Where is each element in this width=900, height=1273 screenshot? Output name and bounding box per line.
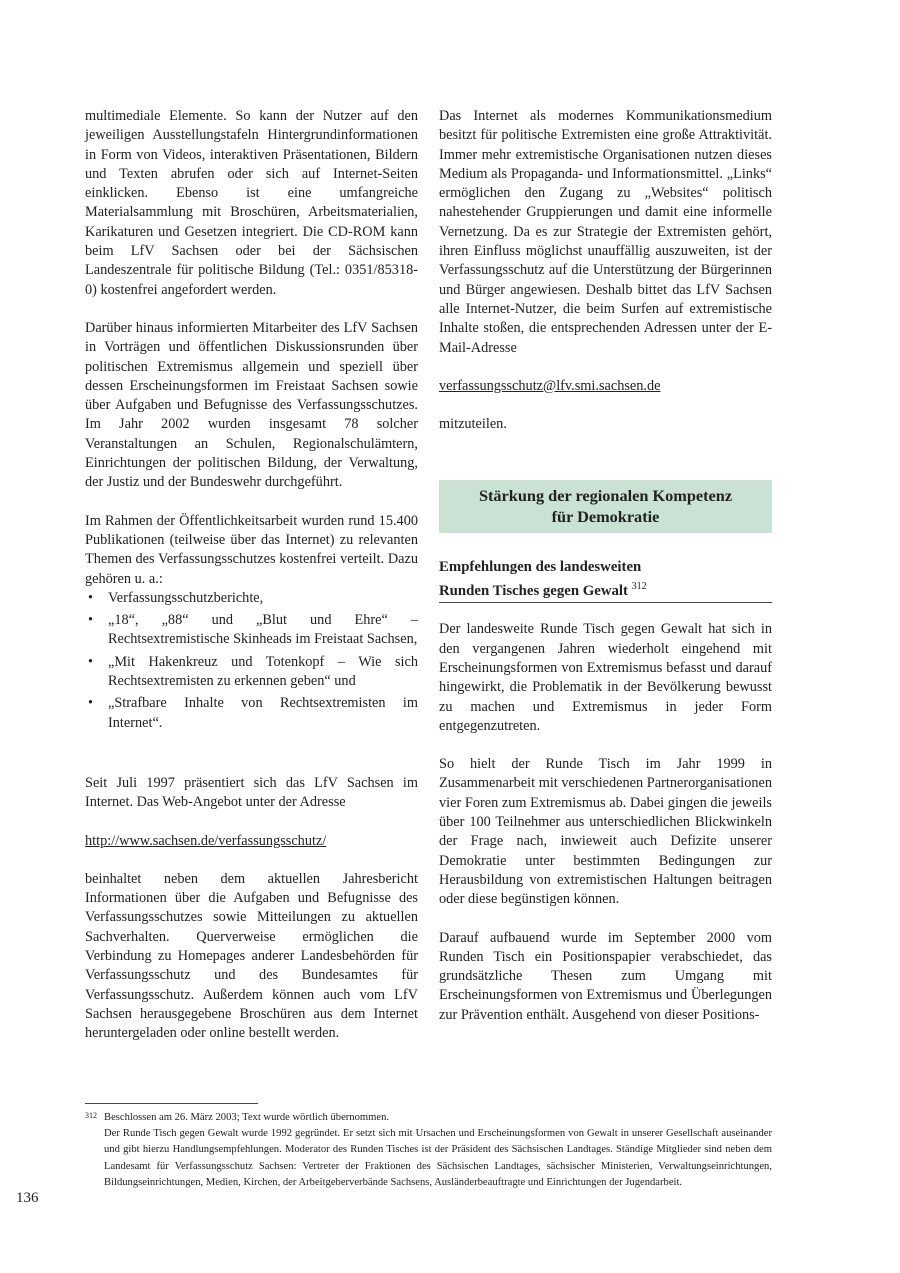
paragraph-lectures: Darüber hinaus informierten Mitarbeiter des LfV Sachsen in Vorträgen und öffentlichen Diskussionsrunden über politischen Extremismus allgemein und speziell über dessen Erscheinungsformen im Freistaat Sachsen sowie über Aufgaben und Befugnisse des Verfassungsschutzes. Im Jahr 2002 wurden insgesamt 78 solcher Veranstaltungen an Schulen, Regionalschulämtern, Einrichtungen der politischen Bildung, der Verwaltung, der Justiz und der Bundeswehr durchgeführt. [85,319,418,491]
footnote-line: Beschlossen am 26. März 2003; Text wurde wörtlich übernommen. [104,1112,390,1123]
list-item: • „18“, „88“ und „Blut und Ehre“ – Rechtsextremistische Skinheads im Freistaat Sachsen, [88,612,418,648]
paragraph-positionspapier: Darauf aufbauend wurde im September 2000 vom Runden Tisch ein Positionspapier verabschiedet, das grundsätzliche Thesen zum Umgang mit Erscheinungsformen von Extremismus und Überlegungen zur Prävention enthält. Ausgehend von dieser Positions- [439,929,772,1023]
list-item: • „Mit Hakenkreuz und Totenkopf – Wie sich Rechtsextremisten zu erkennen geben“ und [88,653,418,690]
publication-list [85,589,418,733]
footnote-divider [85,1103,258,1104]
right-column [439,107,772,1044]
left-column [85,107,418,1062]
email-link[interactable]: verfassungsschutz@lfv.smi.sachsen.de [439,377,661,394]
paragraph-internet-extremists: Das Internet als modernes Kommunikationsmedium besitzt für politische Extremisten eine große Attraktivität. Immer mehr extremistische Organisationen nutzen dieses Medium als Propaganda- und Informationsmittel. „Links“ ermöglichen den Zugang zu „Websites“ politisch nahestehender Gruppierungen und damit eine informelle Vernetzung. Da es zur Strategie der Extremisten gehört, ihren Einfluss möglichst unauffällig auszuweiten, ist der Verfassungsschutz auf die Unterstützung der Bürgerinnen und Bürger angewiesen. Deshalb bittet das LfV Sachsen alle Internet-Nutzer, die beim Surfen auf extremistische Inhalte stoßen, die entsprechenden Adressen unter der E-Mail-Adresse [439,108,772,356]
bullet-icon: • [88,653,94,670]
paragraph-runde-tisch: Der landesweite Runde Tisch gegen Gewalt hat sich in den vergangenen Jahren wiederholt eingehend mit Erscheinungsformen von Extremismus befasst und darauf hingewirkt, die Problematik in der Bevölkerung bewusst zu machen und Extremismus in jeder Form entgegenzutreten. [439,621,772,734]
bullet-icon: • [88,612,94,629]
page-number: 136 [16,1190,39,1206]
paragraph-web-offer: beinhaltet neben dem aktuellen Jahresbericht Informationen über die Aufgaben und Befugnisse des Verfassungsschutzes sowie Mitteilungen zu aktuellen Sachverhalten. Querverweise ermöglichen die Verbindung zu Homepages anderer Landesbehörden für Verfassungsschutz und des Bundesamtes für Verfassungsschutz. Außerdem können auch vom LfV Sachsen herausgegebene Broschüren aus dem Internet heruntergeladen oder online bestellt werden. [85,870,418,1042]
list-item: • „Strafbare Inhalte von Rechtsextremisten im Internet“. [88,695,418,731]
subheading: Empfehlungen des landesweiten Runden Tisches gegen Gewalt $^{312}$ [439,558,772,603]
footnote-number: 312 [85,1111,97,1120]
bullet-icon: • [88,695,94,712]
footnote [85,1110,772,1191]
paragraph-mitzuteilen: mitzuteilen. [439,416,507,433]
website-link[interactable]: http://www.sachsen.de/verfassungsschutz/ [85,832,327,849]
paragraph-internet: Seit Juli 1997 präsentiert sich das LfV Sachsen im Internet. Das Web-Angebot unter der Adresse [85,774,418,811]
footnote-text: Der Runde Tisch gegen Gewalt wurde 1992 gegründet. Er setzt sich mit Ursachen und Erscheinungsformen von Gewalt in unserer Gesellschaft auseinander und gibt hierzu Handlungsempfehlungen. Moderator des Runden Tisches ist der Präsident des Sächsischen Landtages. Ständige Mitglieder sind neben dem Landesamt für Verfassungsschutz Sachsen: Vertreter der Fraktionen des Sächsischen Landtages, sächsischer Ministerien, Verwaltungseinrichtungen, Bildungseinrichtungen, Medien, Kirchen, der Arbeitgeberverbände Sachsens, Ausländerbeauftragte und Einrichtungen der Jugendarbeit. [104,1128,772,1188]
section-heading: Stärkung der regionalen Kompetenz für Demokratie [439,480,772,533]
bullet-icon: • [88,589,94,606]
paragraph-foren: So hielt der Runde Tisch im Jahr 1999 in Zusammenarbeit mit verschiedenen Partnerorganisationen vier Foren zum Extremismus ab. Dabei gingen die jeweils über 100 Teilnehmer aus unterschiedlichen Blickwinkeln der Frage nach, inwieweit auch Defizite unserer Demokratie unter bestimmten Bedingungen zur Herausbildung von extremistischen Haltungen beitragen oder diese begünstigen können. [439,756,772,908]
list-item: • Verfassungsschutzberichte, [85,589,418,608]
paragraph-publications: Im Rahmen der Öffentlichkeitsarbeit wurden rund 15.400 Publikationen (teilweise über das Internet) zu relevanten Themen des Verfassungsschutzes kostenfrei verteilt. Dazu gehören u. a.: [85,512,418,587]
footnote-reference[interactable]: 312 [631,581,647,593]
paragraph-cd-rom: multimediale Elemente. So kann der Nutzer auf den jeweiligen Ausstellungstafeln Hintergrundinformationen in Form von Videos, interaktiven Präsentationen, Bildern und Texten abrufen oder sich auf Internet-Seiten einklicken. Ebenso ist eine umfangreiche Materialsammlung mit Broschüren, Arbeitsmaterialien, Karikaturen und Gesetzen integriert. Die CD-ROM kann beim LfV Sachsen oder bei der Sächsischen Landeszentrale für politische Bildung (Tel.: 0351/85318-0) kostenfrei angefordert werden. [85,108,418,298]
